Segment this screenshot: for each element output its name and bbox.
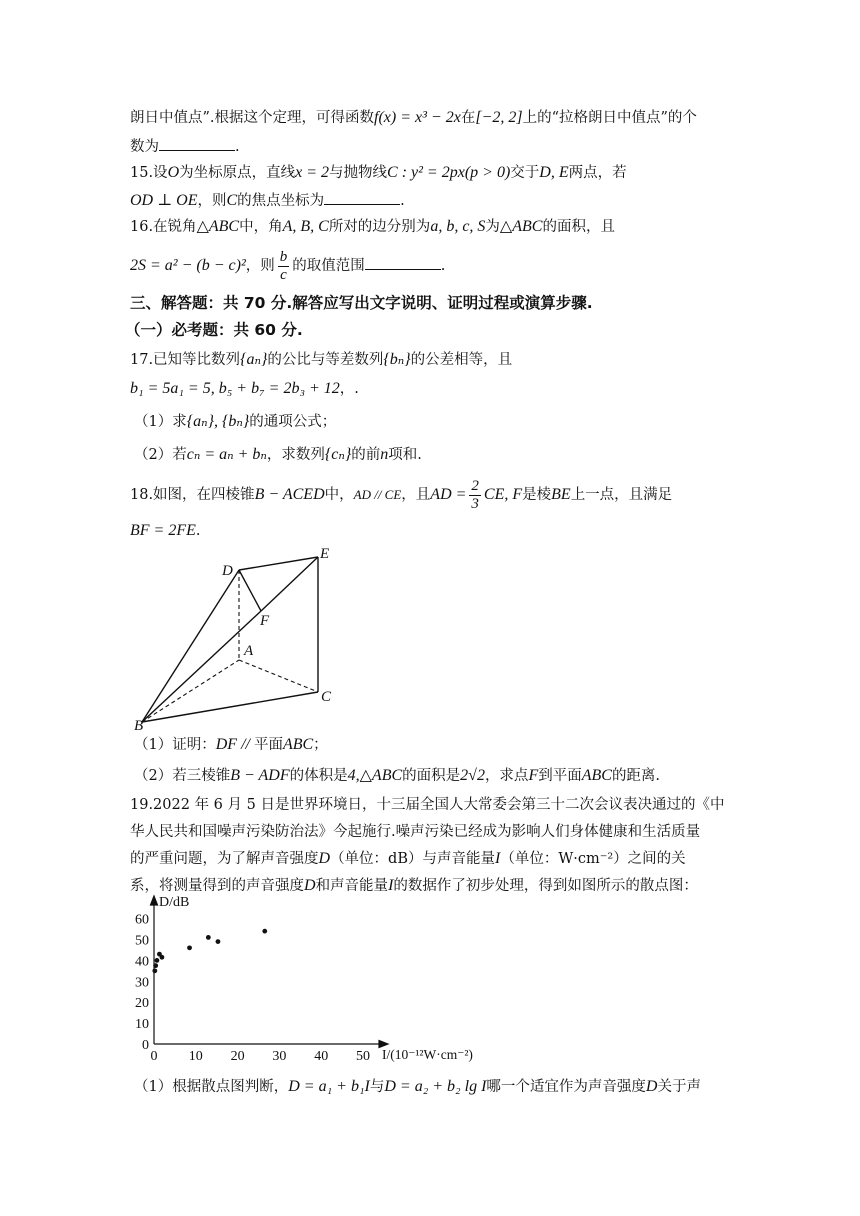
q18-part2: （2）若三棱锥B − ADF的体积是4,△ABC的面积是2√2，求点F到平面ABC的距离. bbox=[134, 767, 661, 784]
answer-blank[interactable] bbox=[159, 136, 235, 151]
subsection-header: （一）必考题：共 60 分. bbox=[125, 321, 303, 339]
x-tick-label: 20 bbox=[230, 1049, 245, 1064]
q19-line1: 19.2022 年 6 月 5 日是世界环境日，十三届全国人大常委会第三十二次会议表决通过的《中 bbox=[130, 797, 725, 813]
x-axis-label: I/(10⁻¹²W·cm⁻²) bbox=[382, 1047, 473, 1062]
parabola-equation: C : y² = 2px(p > 0) bbox=[387, 164, 511, 181]
answer-blank[interactable] bbox=[365, 255, 441, 270]
q19-line3: 的严重问题，为了解声音强度D（单位：dB）与声音能量I（单位：W·cm⁻²）之间的关 bbox=[130, 850, 686, 867]
label-F: F bbox=[260, 613, 270, 629]
fraction-b-over-c: $\frac{b}{c}$ bbox=[279, 248, 288, 283]
y-tick-label: 40 bbox=[135, 954, 149, 970]
q17-line1: 17.已知等比数列{aₙ}的公比与等差数列{bₙ}的公差相等，且 bbox=[130, 351, 513, 368]
pyramid-figure bbox=[126, 545, 356, 735]
scatter-point bbox=[152, 968, 157, 973]
x-tick-label: 10 bbox=[188, 1049, 203, 1064]
scatter-point bbox=[187, 945, 192, 950]
x-tick-label: 40 bbox=[314, 1049, 329, 1064]
q15-line2: OD ⊥ OE，则C的焦点坐标为 . bbox=[130, 192, 405, 209]
x-tick-label: 50 bbox=[356, 1049, 370, 1064]
label-B: B bbox=[134, 718, 144, 734]
q19-part1: （1）根据散点图判断，D = a₁ + b₁I与D = a₂ + b₂ lg I哪一个适宜作为声音强度D关于声 bbox=[134, 1078, 701, 1095]
q14-line1: 朗日中值点”.根据这个定理，可得函数f(x) = x³ − 2x在[−2, 2]上的“拉格朗日中值点”的个 bbox=[130, 109, 697, 126]
function-expression: f(x) = x³ − 2x bbox=[374, 109, 461, 126]
y-tick-label: 10 bbox=[135, 1017, 149, 1033]
q16-line1: 16.在锐角△ABC中，角A, B, C所对的边分别为a, b, c, S为△ABC的面积，且 bbox=[130, 218, 615, 235]
y-tick-label: 60 bbox=[135, 912, 149, 928]
area-equation: 2S = a² − (b − c)² bbox=[130, 257, 246, 274]
interval: [−2, 2] bbox=[475, 109, 523, 126]
y-axis-label: D/dB bbox=[159, 895, 190, 910]
q18-line1: 18.如图，在四棱锥B − ACED中，AD // CE，且AD = $\frac{2}{3}$ CE, F是棱BE上一点，且满足 bbox=[130, 477, 673, 512]
q17-line2: b₁ = 5a₁ = 5, b₅ + b₇ = 2b₃ + 12，. bbox=[130, 380, 359, 397]
scatter-point bbox=[262, 929, 267, 934]
fraction-two-thirds: $\frac{2}{3}$ bbox=[471, 477, 479, 512]
answer-blank[interactable] bbox=[324, 190, 400, 205]
scatter-plot bbox=[120, 892, 520, 1070]
label-E: E bbox=[320, 546, 330, 562]
scatter-point bbox=[216, 939, 221, 944]
label-D: D bbox=[222, 563, 233, 579]
scatter-point bbox=[153, 963, 158, 968]
y-tick-label: 20 bbox=[135, 996, 149, 1012]
q17-part2: （2）若cₙ = aₙ + bₙ，求数列{cₙ}的前n项和. bbox=[134, 446, 422, 463]
y-tick-label: 50 bbox=[135, 933, 149, 949]
y-axis-arrow bbox=[151, 896, 158, 905]
q17-part1: （1）求{aₙ}, {bₙ}的通项公式； bbox=[134, 413, 337, 430]
scatter-points bbox=[152, 929, 267, 974]
edge-BA bbox=[142, 660, 239, 722]
label-A: A bbox=[244, 643, 254, 659]
edge-AC bbox=[239, 660, 318, 692]
x-tick-label: 0 bbox=[150, 1049, 158, 1064]
section-header: 三、解答题：共 70 分.解答应写出文字说明、证明过程或演算步骤. bbox=[130, 294, 593, 312]
edge-DF bbox=[239, 570, 261, 611]
x-ticks bbox=[151, 1049, 371, 1064]
scatter-point bbox=[155, 958, 160, 963]
y-ticks bbox=[135, 913, 149, 1053]
x-tick-label: 30 bbox=[272, 1049, 287, 1064]
y-tick-label: 0 bbox=[142, 1038, 149, 1053]
q16-line2: 2S = a² − (b − c)²，则 $\frac{b}{c}$ 的取值范围 . bbox=[130, 248, 446, 283]
label-C: C bbox=[321, 689, 332, 705]
y-tick-label: 30 bbox=[135, 975, 149, 991]
q18-line2: BF = 2FE. bbox=[130, 522, 201, 539]
q15-line1: 15.设O为坐标原点，直线x = 2与抛物线C : y² = 2px(p > 0)交于D, E两点，若 bbox=[130, 164, 627, 181]
scatter-point bbox=[160, 955, 165, 960]
q14-line2: 数为 . bbox=[130, 136, 240, 157]
q19-line2: 华人民共和国噪声污染防治法》今起施行.噪声污染已经成为影响人们身体健康和生活质量 bbox=[130, 824, 701, 840]
q18-part1: （1）证明：DF // 平面ABC； bbox=[134, 736, 328, 753]
scatter-point bbox=[206, 935, 211, 940]
q19-line4: 系，将测量得到的声音强度D和声音能量I的数据作了初步处理，得到如图所示的散点图： bbox=[130, 877, 698, 894]
